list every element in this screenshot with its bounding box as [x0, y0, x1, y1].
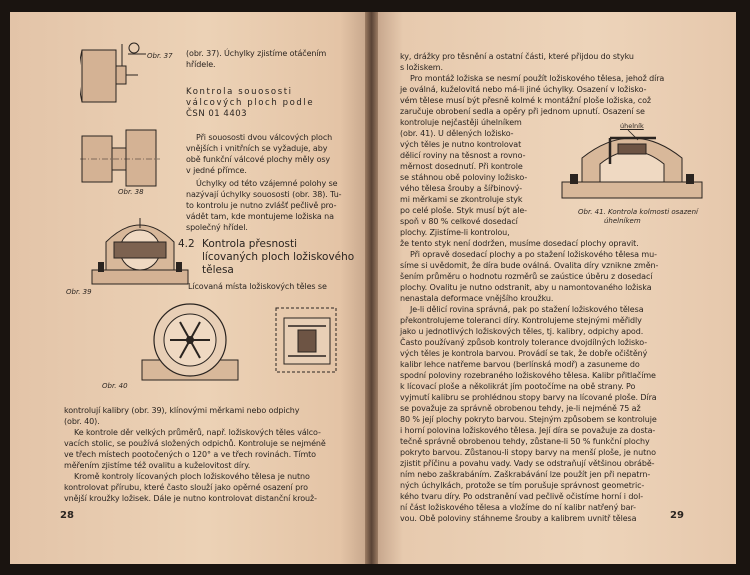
spaced-heading-1: Kontrola souososti [186, 87, 293, 97]
right-body-19: tečně správně obrobenou tehdy, zůstane-li 50 % funkční plochy [400, 437, 650, 446]
right-body-14: k lícovací ploše a několikrát jím pootočíme na obě strany. Po [400, 382, 636, 391]
right-body-26: vou. Obě poloviny stáhneme šrouby a kalibrem uvnitř tělesa [400, 514, 637, 523]
right-body-3: síme si uvědomit, že díra bude oválná. Ovalita díry vznikne změn- [400, 261, 659, 270]
para2-line-3: to kontrolu je nutno zvlášť pečlivě pro- [186, 201, 337, 210]
right-body-2: Při opravě dosedací plochy a po stažení ložiskového tělesa mu- [410, 250, 657, 259]
body-line-5: ve třech místech pootočených o 120° a ve třech rovinách. Tímto [64, 450, 316, 459]
right-wrap-6: vého tělesa šrouby a šířbinový- [400, 184, 523, 193]
para1-line-1: Při souososti dvou válcových ploch [196, 133, 333, 142]
body-line-8: kontrolovat přírubu, které často slouží jako opěrné osazení pro [64, 483, 308, 492]
figure-40 [138, 298, 343, 390]
para2-line-5: společný hřídel. [186, 223, 248, 232]
right-body-6: nenastala deformace vnějšího kroužku. [400, 294, 554, 303]
right-body-8: překontrolujeme toleranci díry. Kontrolujeme stejnými měřidly [400, 316, 642, 325]
right-body-22: ním nebo zaškrabáním. Zaškrabávání lze použít jen při nepatrn- [400, 470, 651, 479]
right-body-16: se považuje za správně obrobenou tehdy, je-li nejméně 75 až [400, 404, 641, 413]
figure-41-caption-1: Obr. 41. Kontrola kolmosti osazení [578, 208, 698, 216]
right-wrap-8: po celé ploše. Styk musí být ale- [400, 206, 527, 215]
right-body-17: 80 % její plochy pokryto barvou. Stejným způsobem se kontroluje [400, 415, 657, 424]
body-line-6: měřením zjistíme též ovalitu a kuželovitost díry. [64, 461, 251, 470]
figure-37 [80, 40, 150, 110]
page-number-right: 29 [670, 510, 684, 521]
right-body-24: kého tvaru díry. Po odstranění vad pečlivě očistíme horní i dol- [400, 492, 643, 501]
spaced-heading-3: ČSN 01 4403 [186, 109, 248, 119]
right-body-20: pokryto barvou. Zůstanou-li stopy barvy na menší ploše, je nutno [400, 448, 656, 457]
right-wrap-7: mi měrkami se zkontroluje styk [400, 195, 523, 204]
right-body-12: kalibr lehce natřeme barvou (berlínská modř) a zasuneme do [400, 360, 640, 369]
right-body-4: šením průměru o hodnotu rozměrů se zaústice úběru z dosedací [400, 272, 653, 281]
para1-line-4: v jedné přímce. [186, 166, 247, 175]
right-body-5: plochy. Ovalitu je nutno odstranit, aby u namontovaného ložiska [400, 283, 652, 292]
spaced-heading-2: válcových ploch podle [186, 98, 315, 108]
body-line-1: kontrolují kalibry (obr. 39), klínovými měrkami nebo odpichy [64, 406, 300, 415]
right-wrap-5: se stáhnou obě poloviny ložisko- [400, 173, 528, 182]
body-line-3: Ke kontrole děr velkých průměrů, např. ložiskových těles válco- [74, 428, 321, 437]
para1-line-3: obě funkční válcové plochy měly osy [186, 155, 331, 164]
right-body-13: spodní poloviny rozebraného ložiskového tělesa. Kalibr přitlačíme [400, 371, 656, 380]
right-wrap-10: plochy. Zjistíme-li kontrolou, [400, 228, 510, 237]
right-page [378, 12, 736, 564]
para2-line-1: Úchylky od této vzájemné polohy se [196, 179, 338, 188]
figure-38-label: Obr. 38 [118, 188, 144, 196]
right-wrap-2: vých těles je nutno kontrolovat [400, 140, 522, 149]
section-title-2: lícovaných ploch ložiskového [202, 251, 355, 263]
right-line-5: vém tělese musí být přesně kolmé k montážní ploše ložiska, což [400, 96, 651, 105]
top-line-1: (obr. 37). Úchylky zjistíme otáčením [186, 49, 327, 58]
body-line-4: vacích stolic, se používá složených odpichů. Kontroluje se nejméně [64, 439, 326, 448]
right-body-25: ní část ložiskového tělesa a vložíme do ní kalibr natřený bar- [400, 503, 636, 512]
top-line-2: hřídele. [186, 60, 216, 69]
section-intro: Lícovaná místa ložiskových těles se [188, 282, 327, 291]
right-line-2: s ložiskem. [400, 63, 443, 72]
para1-line-2: vnějších i vnitřních se vyžaduje, aby [186, 144, 328, 153]
right-wrap-4: měrnost dosednutí. Při kontrole [400, 162, 523, 171]
right-line-7: kontroluje nejčastěji úhelníkem [400, 118, 522, 127]
right-body-18: i horní polovina ložiskového tělesa. Její díra se považuje za dosta- [400, 426, 656, 435]
right-body-21: zjistit příčinu a povahu vady. Vady se odstraňují většinou obrábě- [400, 459, 655, 468]
body-line-9: vnější kroužky ložisek. Dále je nutno kontrolovat distanční krouž- [64, 494, 317, 503]
right-body-23: ných úchylkách, protože se tím porušuje správnost geometric- [400, 481, 645, 490]
right-wrap-1: (obr. 41). U dělených ložisko- [400, 129, 514, 138]
left-page [10, 12, 365, 564]
figure-40-label: Obr. 40 [102, 382, 128, 390]
right-body-9: jako u jednotlivých ložiskových těles, tj. kalibry, odpichy apod. [400, 327, 644, 336]
right-body-15: vyjmutí kalibru se prohlédnou stopy barvy na lícované ploše. Díra [400, 393, 657, 402]
figure-41 [556, 124, 716, 204]
section-title-3: tělesa [202, 264, 234, 276]
para2-line-4: vádět tam, kde montujeme ložiska na [186, 212, 334, 221]
section-title-1: Kontrola přesnosti [202, 238, 298, 250]
right-line-4: je oválná, kuželovitá nebo má-li jiné úchylky. Osazení v ložisko- [400, 85, 647, 94]
para2-line-2: nazývají úchylky souososti (obr. 38). Tu- [186, 190, 342, 199]
right-line-6: zaručuje obrobení sedla a opěry při jednom upnutí. Osazení se [400, 107, 645, 116]
figure-39-label: Obr. 39 [66, 288, 92, 296]
right-wrap-9: spoň v 80 % celkové dosedací [400, 217, 518, 226]
figure-39 [88, 212, 193, 290]
right-line-1: ky, drážky pro těsnění a ostatní části, které přijdou do styku [400, 52, 634, 61]
book-gutter [365, 12, 378, 564]
section-number: 4.2 [178, 238, 195, 250]
right-body-7: Je-li dělicí rovina správná, pak po stažení ložiskového tělesa [410, 305, 644, 314]
right-body-11: vých těles je kontrola barvou. Provádí se tak, že dobře očištěný [400, 349, 648, 358]
right-body-1: že tento styk není dodržen, musíme dosedací plochy opravit. [400, 239, 639, 248]
right-line-3: Pro montáž ložiska se nesmí použít ložiskového tělesa, jehož díra [410, 74, 665, 83]
figure-38 [80, 120, 160, 192]
right-body-10: Často používaný způsob kontroly tolerance dvojdílných ložisko- [400, 338, 648, 347]
figure-37-label: Obr. 37 [147, 52, 173, 60]
figure-41-caption-2: úhelníkem [604, 217, 641, 225]
right-wrap-3: dělicí roviny na těsnost a rovno- [400, 151, 526, 160]
body-line-2: (obr. 40). [64, 417, 100, 426]
page-number-left: 28 [60, 510, 74, 521]
body-line-7: Kromě kontroly lícovaných ploch ložiskového tělesa je nutno [74, 472, 310, 481]
figure-41-callout: úhelník [620, 122, 644, 130]
